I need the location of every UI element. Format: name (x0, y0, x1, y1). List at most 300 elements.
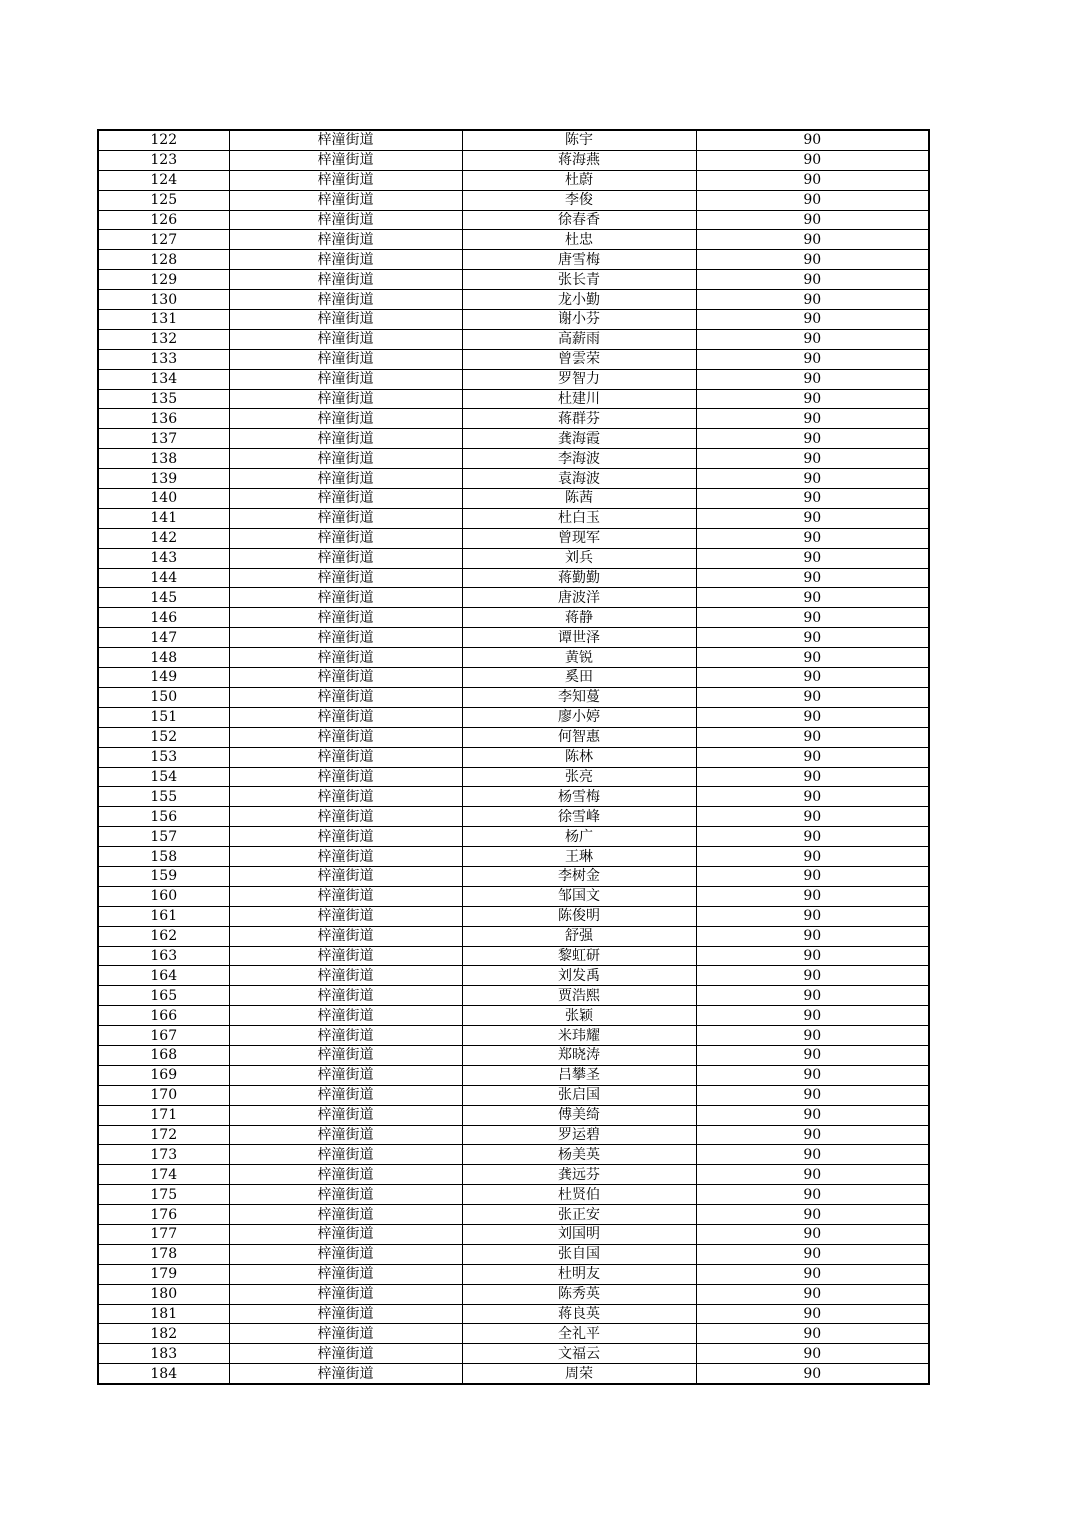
score-cell: 90 (696, 528, 929, 548)
row-number-cell: 129 (98, 270, 229, 290)
name-cell: 蒋海燕 (462, 150, 696, 170)
street-cell: 梓潼街道 (229, 847, 462, 867)
score-cell: 90 (696, 349, 929, 369)
score-cell: 90 (696, 1364, 929, 1384)
street-cell: 梓潼街道 (229, 1125, 462, 1145)
name-cell: 蒋勤勤 (462, 568, 696, 588)
name-cell: 徐雪峰 (462, 807, 696, 827)
street-cell: 梓潼街道 (229, 1344, 462, 1364)
score-cell: 90 (696, 568, 929, 588)
score-cell: 90 (696, 1224, 929, 1244)
score-cell: 90 (696, 449, 929, 469)
street-cell: 梓潼街道 (229, 628, 462, 648)
roster-table (97, 129, 930, 1385)
score-cell: 90 (696, 1165, 929, 1185)
table-row (98, 807, 929, 827)
table-row (98, 847, 929, 867)
row-number-cell: 143 (98, 548, 229, 568)
score-cell: 90 (696, 310, 929, 330)
name-cell: 唐波洋 (462, 588, 696, 608)
street-cell: 梓潼街道 (229, 449, 462, 469)
table-row (98, 1026, 929, 1046)
name-cell: 袁海波 (462, 469, 696, 489)
table-row (98, 886, 929, 906)
table-row (98, 1045, 929, 1065)
row-number-cell: 181 (98, 1304, 229, 1324)
score-cell: 90 (696, 1065, 929, 1085)
row-number-cell: 174 (98, 1165, 229, 1185)
street-cell: 梓潼街道 (229, 966, 462, 986)
name-cell: 龚远芬 (462, 1165, 696, 1185)
table-row (98, 568, 929, 588)
table-row (98, 170, 929, 190)
table-row (98, 210, 929, 230)
row-number-cell: 172 (98, 1125, 229, 1145)
street-cell: 梓潼街道 (229, 290, 462, 310)
name-cell: 王琳 (462, 847, 696, 867)
street-cell: 梓潼街道 (229, 767, 462, 787)
score-cell: 90 (696, 866, 929, 886)
street-cell: 梓潼街道 (229, 190, 462, 210)
row-number-cell: 150 (98, 687, 229, 707)
street-cell: 梓潼街道 (229, 389, 462, 409)
street-cell: 梓潼街道 (229, 329, 462, 349)
row-number-cell: 158 (98, 847, 229, 867)
table-row (98, 966, 929, 986)
name-cell: 李海波 (462, 449, 696, 469)
name-cell: 徐春香 (462, 210, 696, 230)
name-cell: 张正安 (462, 1205, 696, 1225)
row-number-cell: 137 (98, 429, 229, 449)
street-cell: 梓潼街道 (229, 747, 462, 767)
street-cell: 梓潼街道 (229, 429, 462, 449)
table-row (98, 429, 929, 449)
street-cell: 梓潼街道 (229, 926, 462, 946)
street-cell: 梓潼街道 (229, 130, 462, 150)
roster-table-body (98, 130, 929, 1384)
score-cell: 90 (696, 747, 929, 767)
table-row (98, 1145, 929, 1165)
name-cell: 杨美英 (462, 1145, 696, 1165)
table-row (98, 608, 929, 628)
name-cell: 张长青 (462, 270, 696, 290)
name-cell: 龚海霞 (462, 429, 696, 449)
street-cell: 梓潼街道 (229, 270, 462, 290)
table-row (98, 1304, 929, 1324)
name-cell: 黎虹研 (462, 946, 696, 966)
score-cell: 90 (696, 986, 929, 1006)
score-cell: 90 (696, 628, 929, 648)
street-cell: 梓潼街道 (229, 1364, 462, 1384)
street-cell: 梓潼街道 (229, 1304, 462, 1324)
row-number-cell: 138 (98, 449, 229, 469)
row-number-cell: 135 (98, 389, 229, 409)
name-cell: 蒋群芬 (462, 409, 696, 429)
row-number-cell: 151 (98, 707, 229, 727)
row-number-cell: 159 (98, 866, 229, 886)
score-cell: 90 (696, 787, 929, 807)
row-number-cell: 148 (98, 648, 229, 668)
name-cell: 吕攀圣 (462, 1065, 696, 1085)
table-row (98, 986, 929, 1006)
score-cell: 90 (696, 1185, 929, 1205)
table-row (98, 1244, 929, 1264)
table-row (98, 1324, 929, 1344)
table-row (98, 648, 929, 668)
score-cell: 90 (696, 886, 929, 906)
score-cell: 90 (696, 1006, 929, 1026)
table-row (98, 926, 929, 946)
score-cell: 90 (696, 130, 929, 150)
name-cell: 罗智力 (462, 369, 696, 389)
street-cell: 梓潼街道 (229, 1045, 462, 1065)
row-number-cell: 184 (98, 1364, 229, 1384)
name-cell: 唐雪梅 (462, 250, 696, 270)
score-cell: 90 (696, 250, 929, 270)
row-number-cell: 173 (98, 1145, 229, 1165)
score-cell: 90 (696, 1145, 929, 1165)
row-number-cell: 126 (98, 210, 229, 230)
name-cell: 张颖 (462, 1006, 696, 1026)
name-cell: 黄锐 (462, 648, 696, 668)
score-cell: 90 (696, 389, 929, 409)
table-row (98, 150, 929, 170)
table-row (98, 508, 929, 528)
name-cell: 文福云 (462, 1344, 696, 1364)
street-cell: 梓潼街道 (229, 787, 462, 807)
table-row (98, 469, 929, 489)
name-cell: 杨广 (462, 827, 696, 847)
table-row (98, 130, 929, 150)
row-number-cell: 167 (98, 1026, 229, 1046)
table-row (98, 687, 929, 707)
street-cell: 梓潼街道 (229, 827, 462, 847)
row-number-cell: 168 (98, 1045, 229, 1065)
row-number-cell: 156 (98, 807, 229, 827)
table-row (98, 270, 929, 290)
name-cell: 李知蔓 (462, 687, 696, 707)
street-cell: 梓潼街道 (229, 866, 462, 886)
row-number-cell: 162 (98, 926, 229, 946)
name-cell: 蒋静 (462, 608, 696, 628)
table-row (98, 1364, 929, 1384)
table-row (98, 866, 929, 886)
table-row (98, 250, 929, 270)
name-cell: 贾浩熙 (462, 986, 696, 1006)
name-cell: 杜贤伯 (462, 1185, 696, 1205)
table-row (98, 349, 929, 369)
name-cell: 郑晓涛 (462, 1045, 696, 1065)
row-number-cell: 154 (98, 767, 229, 787)
score-cell: 90 (696, 946, 929, 966)
table-row (98, 409, 929, 429)
table-row (98, 489, 929, 509)
table-row (98, 1224, 929, 1244)
score-cell: 90 (696, 588, 929, 608)
street-cell: 梓潼街道 (229, 668, 462, 688)
street-cell: 梓潼街道 (229, 230, 462, 250)
row-number-cell: 141 (98, 508, 229, 528)
name-cell: 刘兵 (462, 548, 696, 568)
street-cell: 梓潼街道 (229, 170, 462, 190)
name-cell: 何智惠 (462, 727, 696, 747)
name-cell: 谢小芬 (462, 310, 696, 330)
name-cell: 米玮耀 (462, 1026, 696, 1046)
row-number-cell: 127 (98, 230, 229, 250)
row-number-cell: 180 (98, 1284, 229, 1304)
name-cell: 陈茜 (462, 489, 696, 509)
street-cell: 梓潼街道 (229, 946, 462, 966)
score-cell: 90 (696, 210, 929, 230)
row-number-cell: 178 (98, 1244, 229, 1264)
document-page (97, 129, 930, 1385)
row-number-cell: 132 (98, 329, 229, 349)
row-number-cell: 139 (98, 469, 229, 489)
score-cell: 90 (696, 1105, 929, 1125)
score-cell: 90 (696, 707, 929, 727)
name-cell: 杜白玉 (462, 508, 696, 528)
table-row (98, 548, 929, 568)
score-cell: 90 (696, 190, 929, 210)
row-number-cell: 149 (98, 668, 229, 688)
score-cell: 90 (696, 1264, 929, 1284)
row-number-cell: 165 (98, 986, 229, 1006)
row-number-cell: 161 (98, 906, 229, 926)
table-row (98, 1205, 929, 1225)
row-number-cell: 140 (98, 489, 229, 509)
table-row (98, 1284, 929, 1304)
row-number-cell: 179 (98, 1264, 229, 1284)
street-cell: 梓潼街道 (229, 150, 462, 170)
row-number-cell: 124 (98, 170, 229, 190)
street-cell: 梓潼街道 (229, 608, 462, 628)
street-cell: 梓潼街道 (229, 1165, 462, 1185)
row-number-cell: 123 (98, 150, 229, 170)
row-number-cell: 131 (98, 310, 229, 330)
score-cell: 90 (696, 906, 929, 926)
street-cell: 梓潼街道 (229, 1145, 462, 1165)
table-row (98, 588, 929, 608)
street-cell: 梓潼街道 (229, 1244, 462, 1264)
score-cell: 90 (696, 170, 929, 190)
score-cell: 90 (696, 1205, 929, 1225)
street-cell: 梓潼街道 (229, 568, 462, 588)
table-row (98, 329, 929, 349)
street-cell: 梓潼街道 (229, 807, 462, 827)
score-cell: 90 (696, 847, 929, 867)
street-cell: 梓潼街道 (229, 489, 462, 509)
name-cell: 陈俊明 (462, 906, 696, 926)
row-number-cell: 133 (98, 349, 229, 369)
row-number-cell: 142 (98, 528, 229, 548)
street-cell: 梓潼街道 (229, 1185, 462, 1205)
street-cell: 梓潼街道 (229, 906, 462, 926)
street-cell: 梓潼街道 (229, 1085, 462, 1105)
table-row (98, 230, 929, 250)
name-cell: 龙小勤 (462, 290, 696, 310)
score-cell: 90 (696, 508, 929, 528)
row-number-cell: 152 (98, 727, 229, 747)
name-cell: 杨雪梅 (462, 787, 696, 807)
row-number-cell: 157 (98, 827, 229, 847)
row-number-cell: 134 (98, 369, 229, 389)
street-cell: 梓潼街道 (229, 508, 462, 528)
street-cell: 梓潼街道 (229, 369, 462, 389)
table-row (98, 369, 929, 389)
score-cell: 90 (696, 926, 929, 946)
street-cell: 梓潼街道 (229, 886, 462, 906)
score-cell: 90 (696, 966, 929, 986)
name-cell: 廖小婷 (462, 707, 696, 727)
row-number-cell: 145 (98, 588, 229, 608)
score-cell: 90 (696, 429, 929, 449)
score-cell: 90 (696, 1045, 929, 1065)
table-row (98, 628, 929, 648)
street-cell: 梓潼街道 (229, 1006, 462, 1026)
score-cell: 90 (696, 369, 929, 389)
score-cell: 90 (696, 1324, 929, 1344)
table-row (98, 747, 929, 767)
table-row (98, 707, 929, 727)
name-cell: 杜建川 (462, 389, 696, 409)
street-cell: 梓潼街道 (229, 1224, 462, 1244)
score-cell: 90 (696, 807, 929, 827)
street-cell: 梓潼街道 (229, 727, 462, 747)
street-cell: 梓潼街道 (229, 210, 462, 230)
score-cell: 90 (696, 727, 929, 747)
table-row (98, 528, 929, 548)
row-number-cell: 136 (98, 409, 229, 429)
table-row (98, 310, 929, 330)
score-cell: 90 (696, 230, 929, 250)
row-number-cell: 153 (98, 747, 229, 767)
score-cell: 90 (696, 270, 929, 290)
row-number-cell: 175 (98, 1185, 229, 1205)
street-cell: 梓潼街道 (229, 469, 462, 489)
street-cell: 梓潼街道 (229, 1324, 462, 1344)
row-number-cell: 125 (98, 190, 229, 210)
score-cell: 90 (696, 1284, 929, 1304)
street-cell: 梓潼街道 (229, 1105, 462, 1125)
row-number-cell: 163 (98, 946, 229, 966)
row-number-cell: 183 (98, 1344, 229, 1364)
name-cell: 李树金 (462, 866, 696, 886)
name-cell: 杜明友 (462, 1264, 696, 1284)
table-row (98, 827, 929, 847)
score-cell: 90 (696, 767, 929, 787)
score-cell: 90 (696, 489, 929, 509)
table-row (98, 767, 929, 787)
name-cell: 刘发禹 (462, 966, 696, 986)
table-row (98, 190, 929, 210)
street-cell: 梓潼街道 (229, 588, 462, 608)
score-cell: 90 (696, 608, 929, 628)
row-number-cell: 182 (98, 1324, 229, 1344)
row-number-cell: 146 (98, 608, 229, 628)
table-row (98, 1125, 929, 1145)
street-cell: 梓潼街道 (229, 687, 462, 707)
name-cell: 张自国 (462, 1244, 696, 1264)
row-number-cell: 144 (98, 568, 229, 588)
street-cell: 梓潼街道 (229, 528, 462, 548)
row-number-cell: 169 (98, 1065, 229, 1085)
name-cell: 张启国 (462, 1085, 696, 1105)
table-row (98, 787, 929, 807)
score-cell: 90 (696, 1244, 929, 1264)
score-cell: 90 (696, 329, 929, 349)
name-cell: 杜蔚 (462, 170, 696, 190)
street-cell: 梓潼街道 (229, 1065, 462, 1085)
table-row (98, 1105, 929, 1125)
name-cell: 张亮 (462, 767, 696, 787)
table-row (98, 1185, 929, 1205)
score-cell: 90 (696, 409, 929, 429)
score-cell: 90 (696, 469, 929, 489)
street-cell: 梓潼街道 (229, 1284, 462, 1304)
name-cell: 奚田 (462, 668, 696, 688)
name-cell: 舒强 (462, 926, 696, 946)
name-cell: 蒋良英 (462, 1304, 696, 1324)
table-row (98, 449, 929, 469)
name-cell: 周荣 (462, 1364, 696, 1384)
table-row (98, 727, 929, 747)
street-cell: 梓潼街道 (229, 1026, 462, 1046)
table-row (98, 389, 929, 409)
score-cell: 90 (696, 687, 929, 707)
row-number-cell: 147 (98, 628, 229, 648)
score-cell: 90 (696, 290, 929, 310)
row-number-cell: 177 (98, 1224, 229, 1244)
row-number-cell: 122 (98, 130, 229, 150)
name-cell: 罗运碧 (462, 1125, 696, 1145)
table-row (98, 946, 929, 966)
table-row (98, 1264, 929, 1284)
score-cell: 90 (696, 827, 929, 847)
name-cell: 高薪雨 (462, 329, 696, 349)
score-cell: 90 (696, 1304, 929, 1324)
row-number-cell: 130 (98, 290, 229, 310)
row-number-cell: 166 (98, 1006, 229, 1026)
name-cell: 傅美绮 (462, 1105, 696, 1125)
score-cell: 90 (696, 648, 929, 668)
street-cell: 梓潼街道 (229, 707, 462, 727)
score-cell: 90 (696, 1026, 929, 1046)
street-cell: 梓潼街道 (229, 409, 462, 429)
row-number-cell: 171 (98, 1105, 229, 1125)
street-cell: 梓潼街道 (229, 310, 462, 330)
score-cell: 90 (696, 150, 929, 170)
street-cell: 梓潼街道 (229, 1205, 462, 1225)
score-cell: 90 (696, 668, 929, 688)
score-cell: 90 (696, 1125, 929, 1145)
name-cell: 陈秀英 (462, 1284, 696, 1304)
table-row (98, 290, 929, 310)
name-cell: 曾雲荣 (462, 349, 696, 369)
table-row (98, 1006, 929, 1026)
score-cell: 90 (696, 1344, 929, 1364)
name-cell: 曾现军 (462, 528, 696, 548)
name-cell: 陈林 (462, 747, 696, 767)
street-cell: 梓潼街道 (229, 250, 462, 270)
name-cell: 全礼平 (462, 1324, 696, 1344)
name-cell: 李俊 (462, 190, 696, 210)
name-cell: 谭世泽 (462, 628, 696, 648)
name-cell: 刘国明 (462, 1224, 696, 1244)
row-number-cell: 160 (98, 886, 229, 906)
street-cell: 梓潼街道 (229, 548, 462, 568)
row-number-cell: 155 (98, 787, 229, 807)
table-row (98, 1165, 929, 1185)
